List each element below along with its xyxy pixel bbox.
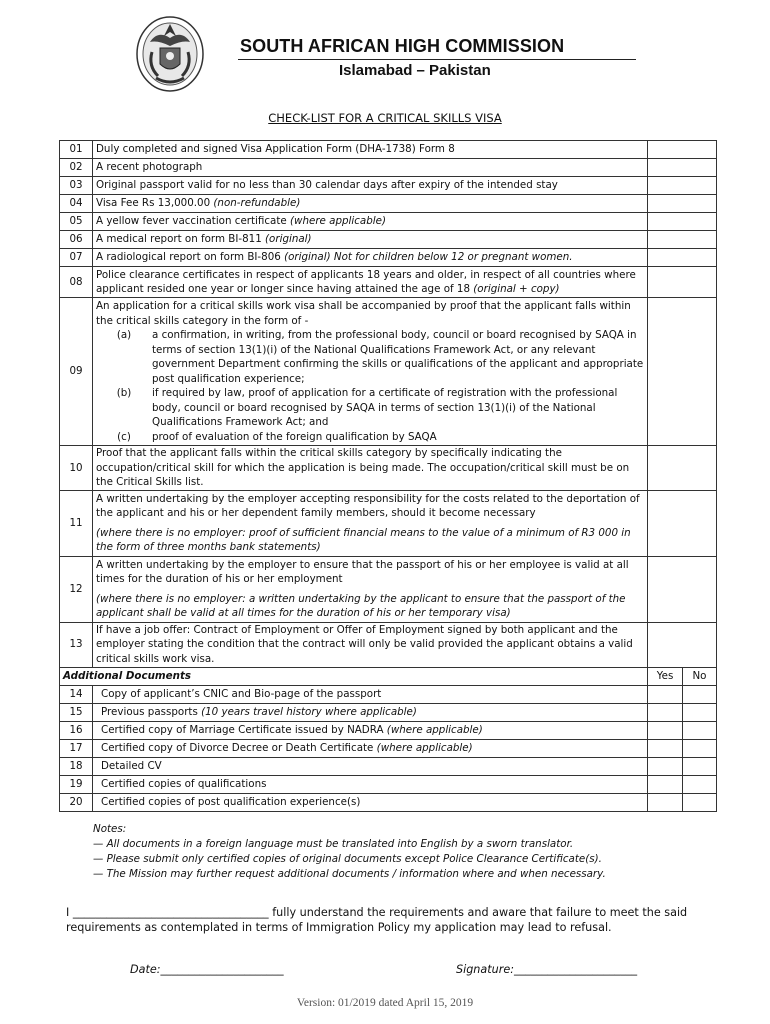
note-line: — Please submit only certified copies of original documents except Police Clearance Certificate(s). <box>93 853 602 865</box>
yes-column-header: Yes <box>648 667 683 685</box>
declaration-text: I ___________________________________ fully understand the requirements and aware that failure to meet the said requirements as contemplated in terms of Immigration Policy my application may lead to refusal. <box>66 906 688 934</box>
item-number: 19 <box>60 775 93 793</box>
no-column-header: No <box>683 667 717 685</box>
yes-checkbox[interactable] <box>648 775 683 793</box>
table-row <box>60 159 717 177</box>
table-row <box>60 267 717 298</box>
item-text: Original passport valid for no less than 30 calendar days after expiry of the intended stay <box>93 177 648 195</box>
table-row <box>60 775 717 793</box>
item-number: 01 <box>60 141 93 159</box>
signature-field[interactable]: Signature:______________________ <box>456 963 638 976</box>
item-text: A recent photograph <box>93 159 648 177</box>
coat-of-arms-icon <box>136 16 204 92</box>
check-box[interactable] <box>648 249 717 267</box>
yes-checkbox[interactable] <box>648 739 683 757</box>
table-row <box>60 213 717 231</box>
item-number: 02 <box>60 159 93 177</box>
table-row <box>60 195 717 213</box>
note-line: — The Mission may further request additional documents / information where and when necessary. <box>93 868 606 880</box>
item-text: Certified copies of post qualification experience(s) <box>93 793 648 811</box>
item-text: A yellow fever vaccination certificate (where applicable) <box>93 213 648 231</box>
item-number: 16 <box>60 721 93 739</box>
no-checkbox[interactable] <box>683 793 717 811</box>
check-box[interactable] <box>648 141 717 159</box>
note-line: — All documents in a foreign language must be translated into English by a sworn translator. <box>93 838 574 850</box>
item-text: Copy of applicant’s CNIC and Bio-page of the passport <box>93 685 648 703</box>
sub-item: (c) proof of evaluation of the foreign qualification by SAQA <box>117 430 437 443</box>
item-number: 17 <box>60 739 93 757</box>
item-number: 18 <box>60 757 93 775</box>
table-row <box>60 490 717 556</box>
item-number: 05 <box>60 213 93 231</box>
item-number: 20 <box>60 793 93 811</box>
item-number: 08 <box>60 267 93 298</box>
item-text: Certified copies of qualifications <box>93 775 648 793</box>
table-row <box>60 703 717 721</box>
check-box[interactable] <box>648 556 717 622</box>
no-checkbox[interactable] <box>683 739 717 757</box>
item-text: A medical report on form BI-811 (original) <box>93 231 648 249</box>
table-row <box>60 622 717 667</box>
item-number: 06 <box>60 231 93 249</box>
no-checkbox[interactable] <box>683 757 717 775</box>
check-box[interactable] <box>648 159 717 177</box>
date-field[interactable]: Date:______________________ <box>130 963 284 976</box>
additional-documents-header <box>60 667 717 685</box>
yes-checkbox[interactable] <box>648 793 683 811</box>
notes-section <box>93 822 606 882</box>
page-title: SOUTH AFRICAN HIGH COMMISSION <box>240 36 565 56</box>
item-number: 13 <box>60 622 93 667</box>
item-text: A radiological report on form BI-806 (original) Not for children below 12 or pregnant women. <box>93 249 648 267</box>
yes-checkbox[interactable] <box>648 703 683 721</box>
document-title: CHECK-LIST FOR A CRITICAL SKILLS VISA <box>268 111 502 125</box>
item-text: Detailed CV <box>93 757 648 775</box>
table-row <box>60 739 717 757</box>
table-row <box>60 446 717 491</box>
no-checkbox[interactable] <box>683 703 717 721</box>
page-subtitle: Islamabad – Pakistan <box>339 62 491 79</box>
version-footer: Version: 01/2019 dated April 15, 2019 <box>296 997 474 1009</box>
item-text: A written undertaking by the employer to ensure that the passport of his or her employee is valid at all times for the duration of his or her employment (where there is no employer: a written undertaking by the applicant to ensure that the passport of the applicant shall be valid at all times for the duration of his or her temporary visa) <box>93 556 648 622</box>
sub-item: (b) if required by law, proof of application for a certificate of registration with the professional body, council or board recognised by SAQA in terms of section 13(1)(i) of the National Qualifications Framework Act; and <box>116 387 618 428</box>
check-box[interactable] <box>648 177 717 195</box>
item-number: 15 <box>60 703 93 721</box>
section-heading: Additional Documents <box>60 667 648 685</box>
sub-item: (a) a confirmation, in writing, from the professional body, council or board recognised by SAQA in terms of section 13(1)(i) of the National Qualifications Framework Act, or any relevant government Department confirming the skills or qualifications of the applicant and appropriate post qualification experience; <box>116 329 644 385</box>
item-text: Duly completed and signed Visa Application Form (DHA-1738) Form 8 <box>93 141 648 159</box>
item-text: Police clearance certificates in respect of applicants 18 years and older, in respect of all countries where applicant resided one year or longer since having attained the age of 18 (original + copy) <box>93 267 648 298</box>
item-number: 09 <box>60 298 93 446</box>
check-box[interactable] <box>648 195 717 213</box>
checklist-table <box>59 140 717 812</box>
table-row <box>60 721 717 739</box>
check-box[interactable] <box>648 446 717 491</box>
item-text: Previous passports (10 years travel history where applicable) <box>93 703 648 721</box>
item-text: If have a job offer: Contract of Employment or Offer of Employment signed by both applicant and the employer stating the condition that the contract will only be valid provided the applicant obtains a valid critical skills work visa. <box>93 622 648 667</box>
table-row <box>60 757 717 775</box>
item-number: 12 <box>60 556 93 622</box>
yes-checkbox[interactable] <box>648 757 683 775</box>
table-row <box>60 231 717 249</box>
item-text: An application for a critical skills work visa shall be accompanied by proof that the applicant falls within the critical skills category in the form of - (a) a confirmation, in writing, from the professional body, council or board recognised by SAQA in terms of section 13(1)(i) of the National Qualifications Framework Act, or any relevant government Department confirming the skills or qualifications of the applicant and appropriate post qualification experience; (b) if required by law, proof of application for a certificate of registration with the professional body, council or board recognised by SAQA in terms of section 13(1)(i) of the National Qualifications Framework Act; and (c) proof of evaluation of the foreign qualification by SAQA <box>93 298 648 446</box>
item-number: 04 <box>60 195 93 213</box>
table-row <box>60 556 717 622</box>
yes-checkbox[interactable] <box>648 685 683 703</box>
table-row <box>60 177 717 195</box>
table-row <box>60 141 717 159</box>
item-number: 14 <box>60 685 93 703</box>
check-box[interactable] <box>648 298 717 446</box>
item-text: Certified copy of Marriage Certificate issued by NADRA (where applicable) <box>93 721 648 739</box>
item-number: 11 <box>60 490 93 556</box>
check-box[interactable] <box>648 622 717 667</box>
item-text: Proof that the applicant falls within the critical skills category by specifically indicating the occupation/critical skill for which the application is being made. The occupation/critical skill must be on the Critical Skills list. <box>93 446 648 491</box>
item-text: Certified copy of Divorce Decree or Death Certificate (where applicable) <box>93 739 648 757</box>
no-checkbox[interactable] <box>683 721 717 739</box>
check-box[interactable] <box>648 267 717 298</box>
no-checkbox[interactable] <box>683 685 717 703</box>
item-text: A written undertaking by the employer accepting responsibility for the costs related to the deportation of the applicant and his or her dependent family members, should it become necessary (where there is no employer: proof of sufficient financial means to the value of a minimum of R3 000 in the form of three months bank statements) <box>93 490 648 556</box>
table-row <box>60 793 717 811</box>
table-row <box>60 685 717 703</box>
table-row <box>60 298 717 446</box>
check-box[interactable] <box>648 213 717 231</box>
item-number: 03 <box>60 177 93 195</box>
notes-title: Notes: <box>93 823 127 835</box>
item-number: 10 <box>60 446 93 491</box>
title-divider <box>238 59 636 60</box>
yes-checkbox[interactable] <box>648 721 683 739</box>
check-box[interactable] <box>648 231 717 249</box>
table-row <box>60 249 717 267</box>
item-text: Visa Fee Rs 13,000.00 (non-refundable) <box>93 195 648 213</box>
item-number: 07 <box>60 249 93 267</box>
no-checkbox[interactable] <box>683 775 717 793</box>
check-box[interactable] <box>648 490 717 556</box>
